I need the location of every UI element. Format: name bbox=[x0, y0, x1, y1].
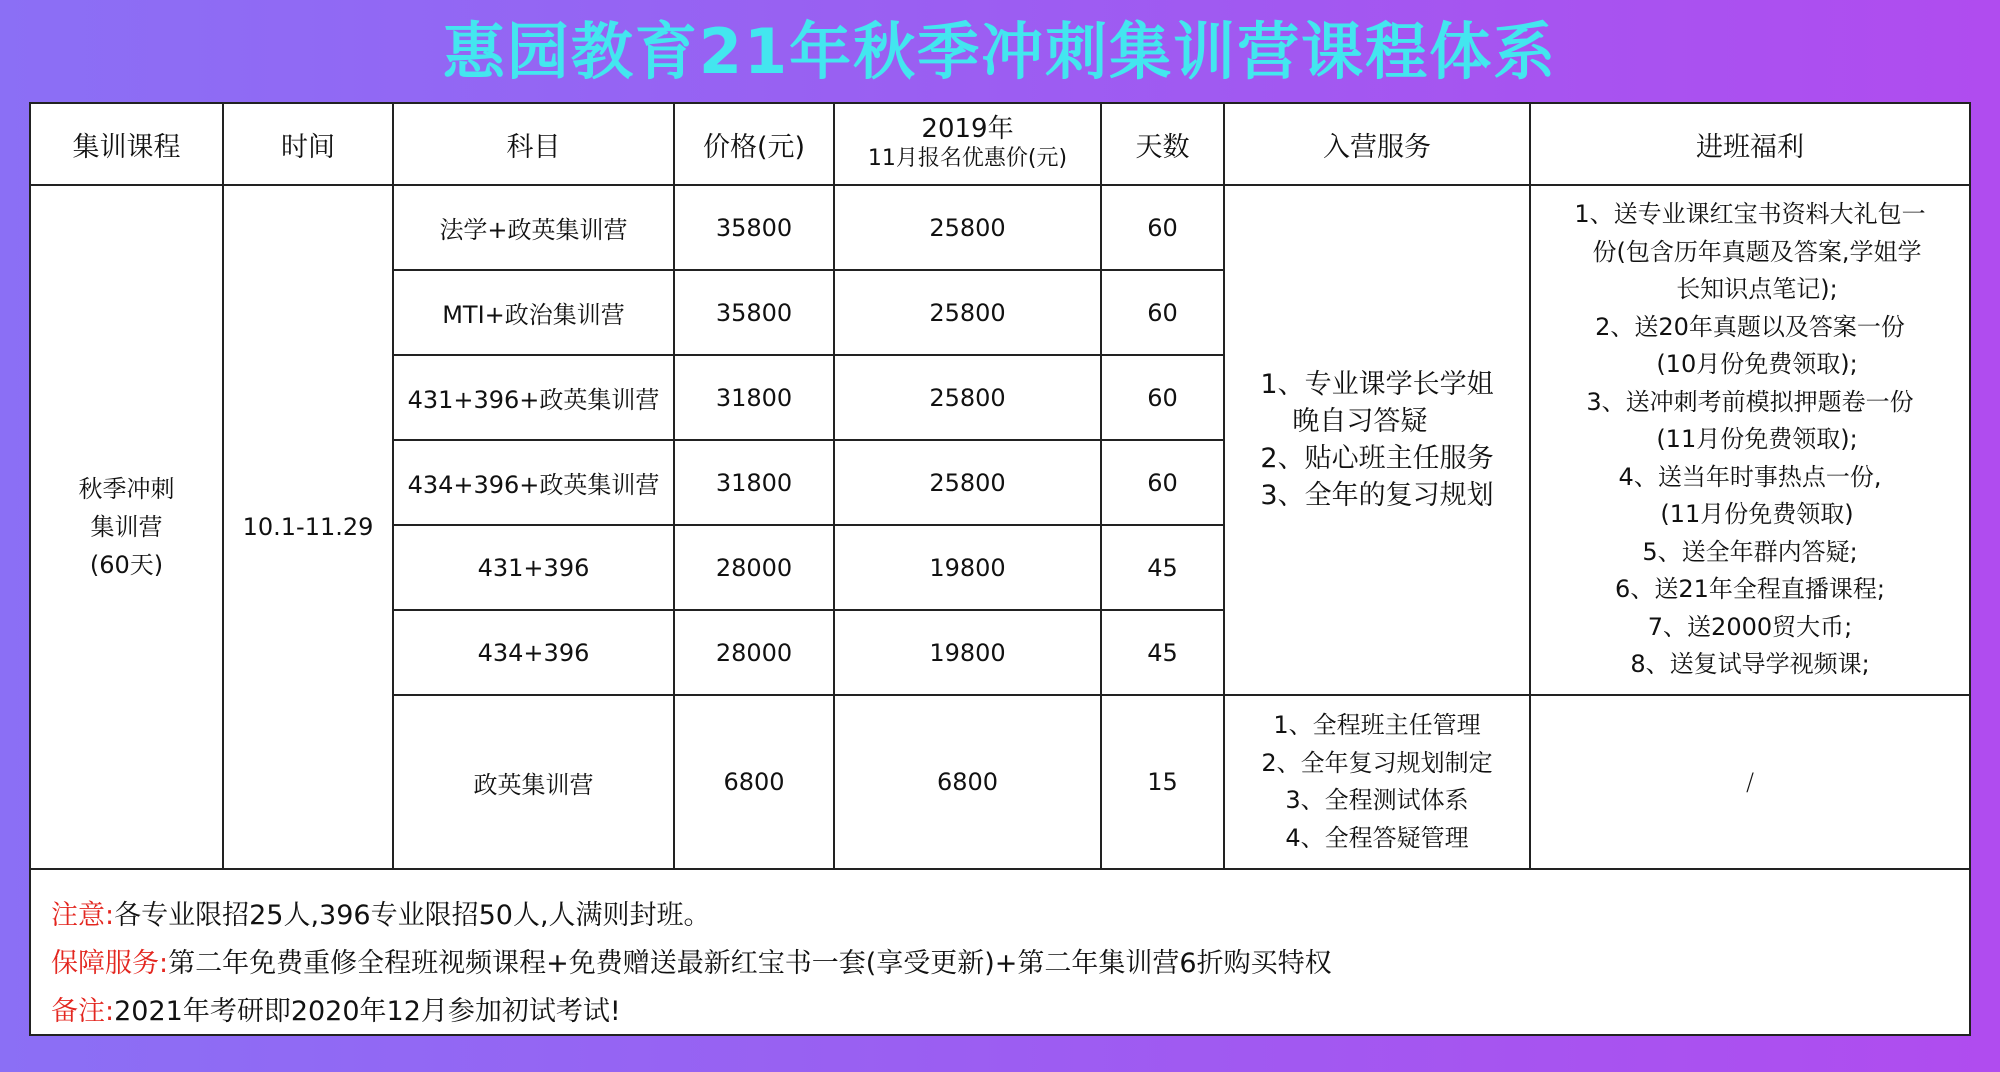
service-item: 1、全程班主任管理 bbox=[1273, 711, 1481, 739]
benefit-line: (11月份免费领取) bbox=[1660, 500, 1854, 529]
benefits-cell-empty: / bbox=[1530, 695, 1969, 869]
days-cell: 60 bbox=[1101, 185, 1224, 270]
header-days: 天数 bbox=[1101, 104, 1224, 185]
service-item: 晚自习答疑 bbox=[1292, 406, 1428, 437]
service-cell-politics bbox=[1224, 695, 1530, 869]
note-label: 注意: bbox=[51, 900, 115, 931]
note-line bbox=[51, 892, 1949, 940]
subject-cell: 政英集训营 bbox=[393, 695, 674, 869]
note-label: 保障服务: bbox=[51, 948, 169, 979]
benefit-line: 8、送复试导学视频课; bbox=[1630, 650, 1870, 679]
discount-cell: 6800 bbox=[834, 695, 1101, 869]
discount-cell: 19800 bbox=[834, 610, 1101, 695]
benefits-cell bbox=[1530, 185, 1969, 695]
period-cell: 10.1-11.29 bbox=[223, 185, 393, 869]
note-line bbox=[51, 988, 1949, 1036]
notes-section bbox=[31, 870, 1969, 1034]
discount-cell: 25800 bbox=[834, 355, 1101, 440]
note-text: 2021年考研即2020年12月参加初试考试! bbox=[114, 996, 621, 1027]
benefit-line: 份(包含历年真题及答案,学姐学 bbox=[1592, 237, 1922, 266]
course-name-cell bbox=[31, 185, 223, 869]
days-cell: 15 bbox=[1101, 695, 1224, 869]
benefit-line: 3、送冲刺考前模拟押题卷一份 bbox=[1586, 387, 1914, 416]
course-table bbox=[31, 104, 1969, 870]
benefit-line: 1、送专业课红宝书资料大礼包一 bbox=[1574, 200, 1926, 229]
note-text: 第二年免费重修全程班视频课程+免费赠送最新红宝书一套(享受更新)+第二年集训营6折购买特权 bbox=[168, 948, 1332, 979]
discount-cell: 25800 bbox=[834, 440, 1101, 525]
service-item: 1、专业课学长学姐 bbox=[1260, 369, 1494, 400]
benefit-line: 7、送2000贸大币; bbox=[1647, 612, 1853, 641]
subject-cell: 434+396+政英集训营 bbox=[393, 440, 674, 525]
price-cell: 35800 bbox=[674, 185, 834, 270]
header-discount bbox=[834, 104, 1101, 185]
subject-cell: 431+396 bbox=[393, 525, 674, 610]
course-name-line: 集训营 bbox=[90, 513, 163, 541]
service-item: 2、贴心班主任服务 bbox=[1260, 443, 1494, 474]
days-cell: 45 bbox=[1101, 525, 1224, 610]
service-item: 4、全程答疑管理 bbox=[1285, 823, 1469, 852]
price-cell: 28000 bbox=[674, 525, 834, 610]
subject-cell: 431+396+政英集训营 bbox=[393, 355, 674, 440]
benefit-line: 2、送20年真题以及答案一份 bbox=[1595, 312, 1905, 341]
course-name-line: 秋季冲刺 bbox=[78, 475, 175, 503]
benefit-line: (10月份免费领取); bbox=[1656, 350, 1858, 379]
header-price: 价格(元) bbox=[674, 104, 834, 185]
benefit-line: (11月份免费领取); bbox=[1656, 425, 1858, 454]
days-cell: 60 bbox=[1101, 270, 1224, 355]
price-cell: 35800 bbox=[674, 270, 834, 355]
price-cell: 31800 bbox=[674, 440, 834, 525]
note-line bbox=[51, 940, 1949, 988]
service-cell bbox=[1224, 185, 1530, 695]
service-item: 3、全程测试体系 bbox=[1285, 786, 1469, 814]
days-cell: 45 bbox=[1101, 610, 1224, 695]
benefit-line: 4、送当年时事热点一份, bbox=[1618, 462, 1882, 491]
discount-cell: 19800 bbox=[834, 525, 1101, 610]
note-label: 备注: bbox=[51, 996, 115, 1027]
service-item: 2、全年复习规划制定 bbox=[1261, 748, 1493, 777]
note-text: 各专业限招25人,396专业限招50人,人满则封班。 bbox=[114, 900, 711, 931]
subject-cell: MTI+政治集训营 bbox=[393, 270, 674, 355]
price-cell: 28000 bbox=[674, 610, 834, 695]
service-list bbox=[1260, 366, 1493, 514]
price-cell: 31800 bbox=[674, 355, 834, 440]
header-service: 入营服务 bbox=[1224, 104, 1530, 185]
benefit-line: 长知识点笔记); bbox=[1676, 275, 1838, 304]
header-course: 集训课程 bbox=[31, 104, 223, 185]
days-cell: 60 bbox=[1101, 355, 1224, 440]
benefit-line: 5、送全年群内答疑; bbox=[1642, 537, 1858, 566]
header-benefits: 进班福利 bbox=[1530, 104, 1969, 185]
course-name-line: (60天) bbox=[89, 551, 164, 579]
table-header-row bbox=[31, 104, 1969, 185]
header-subject: 科目 bbox=[393, 104, 674, 185]
discount-cell: 25800 bbox=[834, 185, 1101, 270]
days-cell: 60 bbox=[1101, 440, 1224, 525]
table-row bbox=[31, 185, 1969, 270]
benefit-line: 6、送21年全程直播课程; bbox=[1615, 575, 1885, 604]
header-discount-desc: 11月报名优惠价(元) bbox=[867, 146, 1068, 171]
discount-cell: 25800 bbox=[834, 270, 1101, 355]
subject-cell: 法学+政英集训营 bbox=[393, 185, 674, 270]
header-discount-year: 2019年 bbox=[921, 114, 1014, 144]
header-time: 时间 bbox=[223, 104, 393, 185]
price-cell: 6800 bbox=[674, 695, 834, 869]
service-item: 3、全年的复习规划 bbox=[1260, 480, 1494, 511]
subject-cell: 434+396 bbox=[393, 610, 674, 695]
course-table-panel bbox=[29, 102, 1971, 1036]
page-title: 惠园教育21年秋季冲刺集训营课程体系 bbox=[442, 15, 1558, 88]
